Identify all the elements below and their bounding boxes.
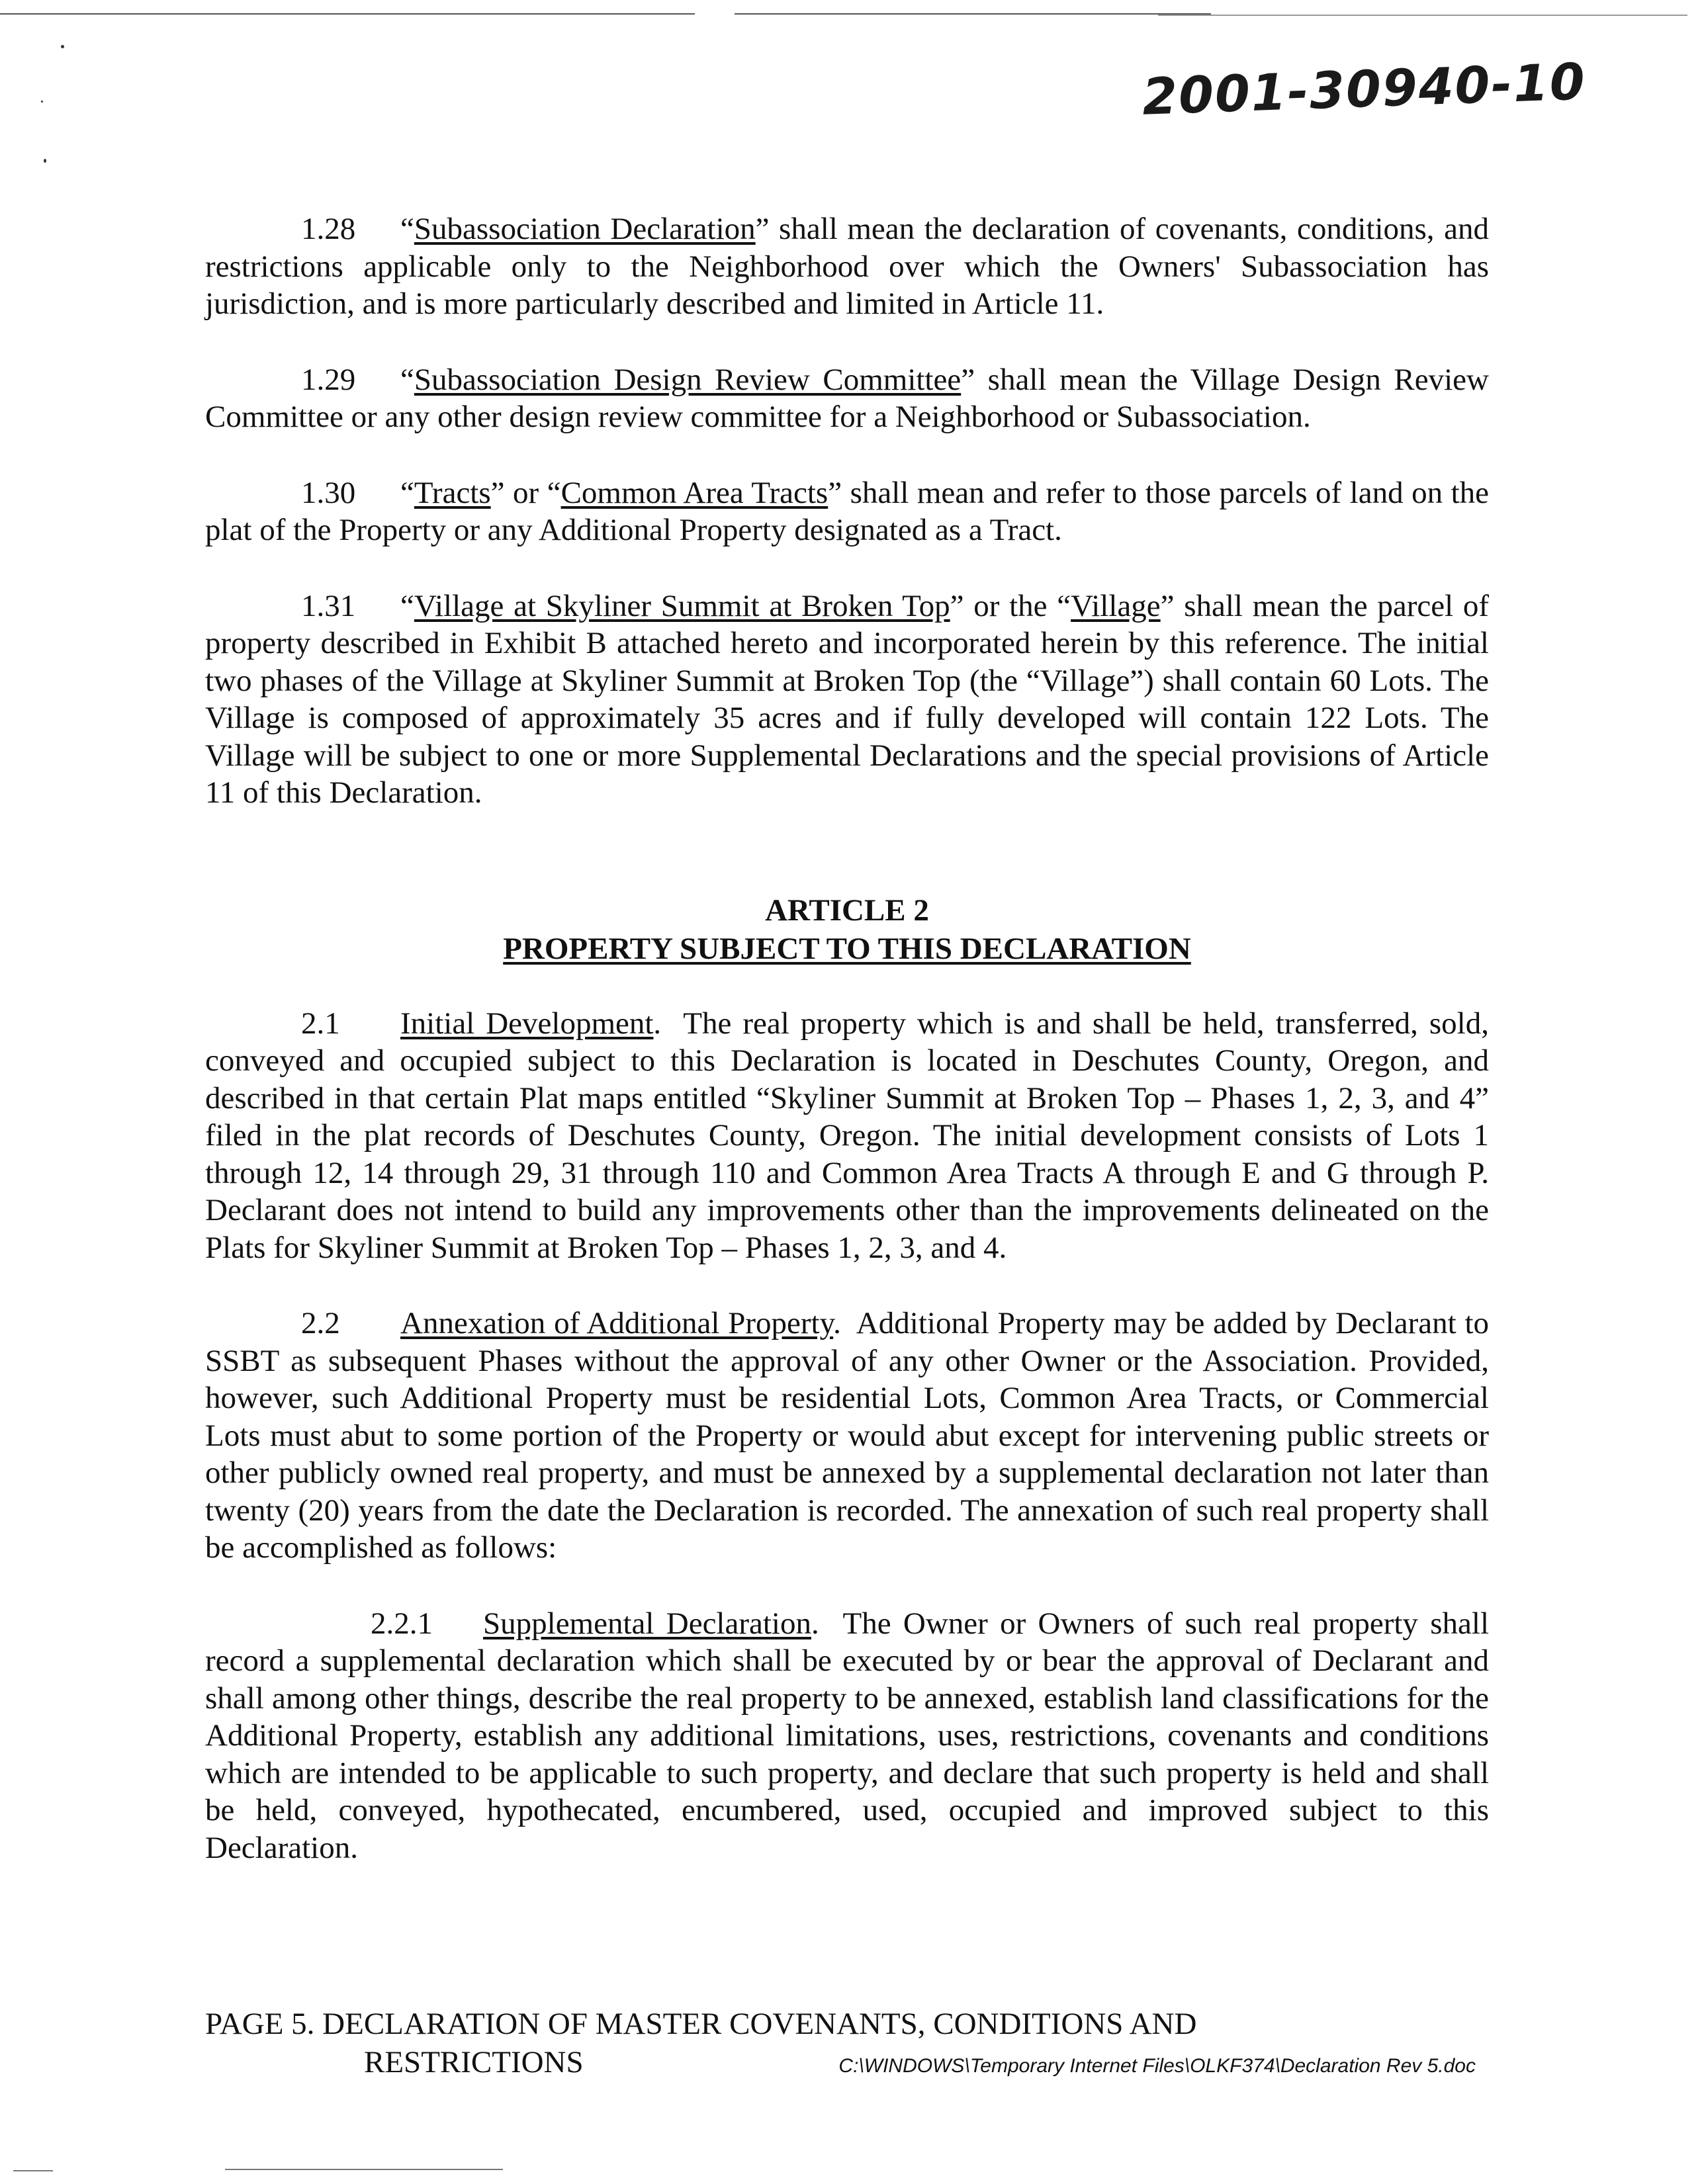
footer-file-path: C:\WINDOWS\Temporary Internet Files\OLKF374\Declaration Rev 5.doc <box>838 2055 1476 2077</box>
footer-title-line1: PAGE 5. DECLARATION OF MASTER COVENANTS, CONDITIONS AND <box>205 2007 1197 2041</box>
section-1-31: 1.31 “Village at Skyliner Summit at Broken Top” or the “Village” shall mean the parcel of property described in Exhibit B attached hereto and incorporated herein by this reference. The initial two phases of the Village at Skyliner Summit at Broken Top (the “Village”) shall contain 60 Lots. The Village is composed of approximately 35 acres and if fully developed will contain 122 Lots. The Village will be subject to one or more Supplemental Declarations and the special provisions of Article 11 of this Declaration. <box>205 588 1489 810</box>
scan-speck <box>41 101 43 103</box>
section-1-28: 1.28 “Subassociation Declaration” shall mean the declaration of covenants, conditions, and restrictions applicable only to the Neighborhood over which the Owners' Subassociation has jurisdiction, and is more particularly described and limited in Article 11. <box>205 212 1489 321</box>
defined-term-alt: Village <box>1071 588 1161 623</box>
page-footer <box>205 2005 1496 2085</box>
defined-term: Village at Skyliner Summit at Broken Top <box>414 588 950 623</box>
section-heading: Annexation of Additional Property <box>400 1306 834 1340</box>
section-2-2: 2.2 Annexation of Additional Property. Additional Property may be added by Declarant to SSBT as subsequent Phases without the approval of any other Owner or the Association. Provided, however, such Additional Property must be residential Lots, Common Area Tracts, or Commercial Lots must abut to some portion of the Property or would abut except for intervening public streets or other publicly owned real property, and must be annexed by a supplemental declaration not later than twenty (20) years from the date the Declaration is recorded. The annexation of such real property shall be accomplished as follows: <box>205 1306 1489 1565</box>
scan-edge-line <box>13 2170 53 2171</box>
section-1-30: 1.30 “Tracts” or “Common Area Tracts” shall mean and refer to those parcels of land on the plat of the Property or any Additional Property designated as a Tract. <box>205 475 1489 547</box>
section-text: The Owner or Owners of such real property shall record a supplemental declaration which shall be executed by or bear the approval of Declarant and shall among other things, describe the real property to be annexed, establish land classifications for the Additional Property, establish any additional limitations, uses, restrictions, covenants and conditions which are intended to be applicable to such property, and declare that such property is held and shall be held, conveyed, hypothecated, encumbered, used, occupied and improved subject to this Declaration. <box>205 1606 1490 1865</box>
scan-speck <box>44 159 46 163</box>
section-number: 2.1 <box>301 1006 340 1041</box>
section-number: 1.29 <box>301 362 356 397</box>
section-1-29: 1.29 “Subassociation Design Review Committee” shall mean the Village Design Review Committee or any other design review committee for a Neighborhood or Subassociation. <box>205 362 1489 434</box>
section-number: 1.30 <box>301 475 356 510</box>
scan-edge-line <box>0 13 695 15</box>
section-heading: Initial Development <box>400 1006 654 1041</box>
section-number: 2.2.1 <box>371 1606 433 1641</box>
section-heading: Supplemental Declaration <box>483 1606 811 1641</box>
section-text: shall mean the declaration of covenants, conditions, and restrictions applicable only to the Neighborhood over which the Owners' Subassociation has jurisdiction, and is more particularly described and limited in Article 11. <box>205 212 1489 321</box>
section-text: Additional Property may be added by Declarant to SSBT as subsequent Phases without the approval of any other Owner or the Association. Provided, however, such Additional Property must be residential Lots, Common Area Tracts, or Commercial Lots must abut to some portion of the Property or would abut except for intervening public streets or other publicly owned real property, and must be annexed by a supplemental declaration not later than twenty (20) years from the date the Declaration is recorded. The annexation of such real property shall be accomplished as follows: <box>205 1306 1489 1565</box>
defined-term: Tracts <box>414 475 491 510</box>
article-label: ARTICLE 2 <box>765 893 929 928</box>
section-number: 1.31 <box>301 588 356 623</box>
footer-title-line2-row <box>205 2043 1496 2085</box>
section-2-1: 2.1 Initial Development. The real property which is and shall be held, transferred, sold, conveyed and occupied subject to this Declaration is located in Deschutes County, Oregon, and described in that certain Plat maps entitled “Skyliner Summit at Broken Top – Phases 1, 2, 3, and 4” filed in the plat records of Deschutes County, Oregon. The initial development consists of Lots 1 through 12, 14 through 29, 31 through 110 and Common Area Tracts A through E and G through P. Declarant does not intend to build any improvements other than the improvements delineated on the Plats for Skyliner Summit at Broken Top – Phases 1, 2, 3, and 4. <box>205 1006 1489 1265</box>
section-2-2-1: 2.2.1 Supplemental Declaration. The Owner or Owners of such real property shall record a supplemental declaration which shall be executed by or bear the approval of Declarant and shall among other things, describe the real property to be annexed, establish land classifications for the Additional Property, establish any additional limitations, uses, restrictions, covenants and conditions which are intended to be applicable to such property, and declare that such property is held and shall be held, conveyed, hypothecated, encumbered, used, occupied and improved subject to this Declaration. <box>205 1606 1490 1865</box>
scan-speck <box>61 45 64 48</box>
defined-term: Subassociation Design Review Committee <box>414 362 962 397</box>
defined-term: Subassociation Declaration <box>414 212 756 246</box>
section-text: shall mean the parcel of property described in Exhibit B attached hereto and incorporated herein by this reference. The initial two phases of the Village at Skyliner Summit at Broken Top (the “Village”) shall contain 60 Lots. The Village is composed of approximately 35 acres and if fully developed will contain 122 Lots. The Village will be subject to one or more Supplemental Declarations and the special provisions of Article 11 of this Declaration. <box>205 588 1489 810</box>
footer-title-line2: RESTRICTIONS <box>364 2045 584 2079</box>
term-connector: or <box>513 475 539 510</box>
scan-edge-line <box>1158 15 1687 16</box>
article-title: PROPERTY SUBJECT TO THIS DECLARATION <box>503 931 1191 966</box>
scan-edge-line <box>735 13 1211 15</box>
document-body <box>205 210 1489 1905</box>
handwritten-record-number: 2001-30940-10 <box>1141 52 1588 126</box>
scan-edge-line <box>225 2169 503 2170</box>
section-number: 2.2 <box>301 1306 340 1340</box>
section-text: The real property which is and shall be held, transferred, sold, conveyed and occupied subject to this Declaration is located in Deschutes County, Oregon, and described in that certain Plat maps entitled “Skyliner Summit at Broken Top – Phases 1, 2, 3, and 4” filed in the plat records of Deschutes County, Oregon. The initial development consists of Lots 1 through 12, 14 through 29, 31 through 110 and Common Area Tracts A through E and G through P. Declarant does not intend to build any improvements other than the improvements delineated on the Plats for Skyliner Summit at Broken Top – Phases 1, 2, 3, and 4. <box>205 1006 1489 1265</box>
section-text: shall mean the Village Design Review Committee or any other design review committee for a Neighborhood or Subassociation. <box>205 362 1489 434</box>
defined-term-alt: Common Area Tracts <box>560 475 829 510</box>
section-text: shall mean and refer to those parcels of land on the plat of the Property or any Additional Property designated as a Tract. <box>205 475 1489 547</box>
article-heading <box>205 891 1489 968</box>
term-connector: or the <box>973 588 1048 623</box>
section-number: 1.28 <box>301 212 356 246</box>
